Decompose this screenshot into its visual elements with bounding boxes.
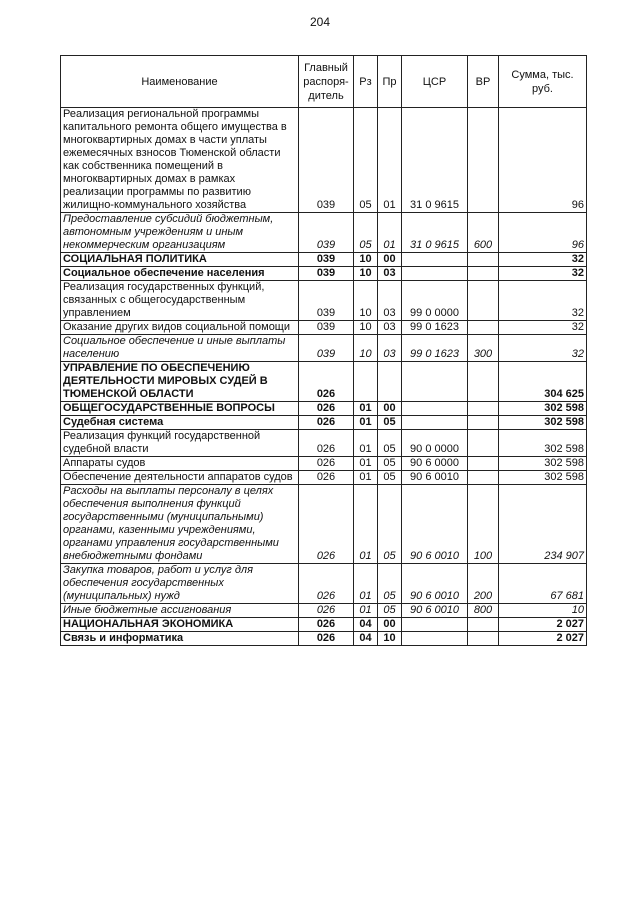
- cell-sum: 10: [499, 604, 587, 618]
- cell-chief: 026: [299, 618, 354, 632]
- cell-chief: 039: [299, 321, 354, 335]
- cell-chief: 026: [299, 402, 354, 416]
- cell-pr: 03: [378, 321, 402, 335]
- table-row: [61, 321, 587, 335]
- cell-name: Связь и информатика: [61, 632, 299, 646]
- cell-csr: 99 0 1623: [402, 321, 468, 335]
- cell-sum: 304 625: [499, 362, 587, 402]
- cell-name: ОБЩЕГОСУДАРСТВЕННЫЕ ВОПРОСЫ: [61, 402, 299, 416]
- cell-pr: 01: [378, 108, 402, 213]
- cell-rz: 10: [354, 321, 378, 335]
- cell-rz: 01: [354, 471, 378, 485]
- cell-name: Обеспечение деятельности аппаратов судов: [61, 471, 299, 485]
- cell-csr: [402, 253, 468, 267]
- cell-sum: 2 027: [499, 618, 587, 632]
- cell-rz: 05: [354, 108, 378, 213]
- cell-chief: 039: [299, 281, 354, 321]
- cell-chief: 026: [299, 485, 354, 564]
- budget-table: [60, 55, 587, 646]
- cell-csr: 90 6 0010: [402, 564, 468, 604]
- cell-csr: 90 6 0000: [402, 457, 468, 471]
- cell-chief: 026: [299, 362, 354, 402]
- cell-csr: 31 0 9615: [402, 213, 468, 253]
- table-row: [61, 267, 587, 281]
- cell-csr: [402, 416, 468, 430]
- table-row: [61, 485, 587, 564]
- cell-name: Социальное обеспечение и иные выплаты населению: [61, 335, 299, 362]
- cell-chief: 026: [299, 416, 354, 430]
- cell-pr: 05: [378, 416, 402, 430]
- cell-name: Судебная система: [61, 416, 299, 430]
- cell-pr: 00: [378, 402, 402, 416]
- cell-pr: 00: [378, 253, 402, 267]
- cell-vr: [468, 108, 499, 213]
- cell-csr: 90 0 0000: [402, 430, 468, 457]
- cell-vr: [468, 253, 499, 267]
- cell-rz: 01: [354, 564, 378, 604]
- cell-rz: 01: [354, 457, 378, 471]
- cell-sum: 302 598: [499, 430, 587, 457]
- table-row: [61, 416, 587, 430]
- cell-vr: 300: [468, 335, 499, 362]
- cell-sum: 234 907: [499, 485, 587, 564]
- cell-pr: 10: [378, 632, 402, 646]
- header-vr: ВР: [468, 56, 499, 108]
- cell-sum: 96: [499, 108, 587, 213]
- header-rz: Рз: [354, 56, 378, 108]
- cell-sum: 67 681: [499, 564, 587, 604]
- cell-chief: 026: [299, 564, 354, 604]
- cell-name: Реализация функций государственной судебной власти: [61, 430, 299, 457]
- cell-csr: [402, 402, 468, 416]
- cell-csr: [402, 632, 468, 646]
- cell-sum: 32: [499, 267, 587, 281]
- header-pr: Пр: [378, 56, 402, 108]
- cell-name: Реализация государственных функций, связанных с общегосударственным управлением: [61, 281, 299, 321]
- cell-csr: 90 6 0010: [402, 485, 468, 564]
- cell-vr: 800: [468, 604, 499, 618]
- cell-chief: 026: [299, 604, 354, 618]
- cell-name: Иные бюджетные ассигнования: [61, 604, 299, 618]
- cell-sum: 302 598: [499, 416, 587, 430]
- cell-name: УПРАВЛЕНИЕ ПО ОБЕСПЕЧЕНИЮ ДЕЯТЕЛЬНОСТИ МИРОВЫХ СУДЕЙ В ТЮМЕНСКОЙ ОБЛАСТИ: [61, 362, 299, 402]
- cell-vr: [468, 457, 499, 471]
- cell-name: Аппараты судов: [61, 457, 299, 471]
- cell-chief: 039: [299, 267, 354, 281]
- table-row: [61, 564, 587, 604]
- table-row: [61, 213, 587, 253]
- cell-sum: 32: [499, 335, 587, 362]
- table-row: [61, 471, 587, 485]
- table-row: [61, 335, 587, 362]
- cell-sum: 32: [499, 281, 587, 321]
- table-row: [61, 253, 587, 267]
- cell-vr: [468, 471, 499, 485]
- cell-rz: 10: [354, 281, 378, 321]
- cell-csr: [402, 362, 468, 402]
- cell-name: СОЦИАЛЬНАЯ ПОЛИТИКА: [61, 253, 299, 267]
- cell-pr: 05: [378, 485, 402, 564]
- cell-csr: 99 0 1623: [402, 335, 468, 362]
- cell-rz: [354, 362, 378, 402]
- cell-rz: 10: [354, 267, 378, 281]
- cell-vr: [468, 618, 499, 632]
- cell-chief: 026: [299, 632, 354, 646]
- cell-sum: 32: [499, 253, 587, 267]
- cell-sum: 302 598: [499, 471, 587, 485]
- cell-rz: 10: [354, 335, 378, 362]
- table-row: [61, 604, 587, 618]
- header-sum: Сумма, тыс. руб.: [499, 56, 587, 108]
- cell-rz: 01: [354, 604, 378, 618]
- table-row: [61, 402, 587, 416]
- cell-vr: [468, 267, 499, 281]
- cell-pr: 05: [378, 604, 402, 618]
- cell-csr: [402, 618, 468, 632]
- cell-sum: 96: [499, 213, 587, 253]
- cell-pr: 05: [378, 471, 402, 485]
- cell-rz: 04: [354, 618, 378, 632]
- cell-pr: 05: [378, 564, 402, 604]
- header-csr: ЦСР: [402, 56, 468, 108]
- cell-csr: 31 0 9615: [402, 108, 468, 213]
- table-row: [61, 281, 587, 321]
- cell-rz: 05: [354, 213, 378, 253]
- table-row: [61, 108, 587, 213]
- cell-pr: 05: [378, 457, 402, 471]
- cell-csr: 90 6 0010: [402, 604, 468, 618]
- table-row: [61, 362, 587, 402]
- table-row: [61, 632, 587, 646]
- table-row: [61, 618, 587, 632]
- cell-vr: [468, 430, 499, 457]
- cell-name: Оказание других видов социальной помощи: [61, 321, 299, 335]
- cell-vr: 600: [468, 213, 499, 253]
- cell-chief: 039: [299, 253, 354, 267]
- cell-vr: [468, 402, 499, 416]
- table-row: [61, 457, 587, 471]
- cell-sum: 302 598: [499, 402, 587, 416]
- cell-name: Предоставление субсидий бюджетным, автономным учреждениям и иным некоммерческим организациям: [61, 213, 299, 253]
- cell-pr: 00: [378, 618, 402, 632]
- cell-pr: 01: [378, 213, 402, 253]
- header-row: [61, 56, 587, 108]
- cell-name: Социальное обеспечение населения: [61, 267, 299, 281]
- table-body: [61, 108, 587, 646]
- cell-chief: 039: [299, 213, 354, 253]
- page-number: 204: [309, 15, 331, 29]
- cell-name: Расходы на выплаты персоналу в целях обеспечения выполнения функций государственными (муниципальными) органами, казенными учреждениями, органами управления государственными внебюджетными фондами: [61, 485, 299, 564]
- cell-csr: 99 0 0000: [402, 281, 468, 321]
- cell-name: НАЦИОНАЛЬНАЯ ЭКОНОМИКА: [61, 618, 299, 632]
- cell-csr: 90 6 0010: [402, 471, 468, 485]
- cell-rz: 10: [354, 253, 378, 267]
- cell-sum: 2 027: [499, 632, 587, 646]
- cell-pr: 03: [378, 267, 402, 281]
- header-name: Наименование: [61, 56, 299, 108]
- cell-chief: 026: [299, 457, 354, 471]
- table-row: [61, 430, 587, 457]
- cell-vr: [468, 416, 499, 430]
- cell-sum: 32: [499, 321, 587, 335]
- cell-pr: 05: [378, 430, 402, 457]
- cell-vr: [468, 281, 499, 321]
- cell-rz: 01: [354, 416, 378, 430]
- cell-name: Реализация региональной программы капитального ремонта общего имущества в многоквартирных домах в части уплаты ежемесячных взносов Тюменской области как собственника помещений в многоквартирных домах в рамках реализации программы по развитию жилищно-коммунального хозяйства: [61, 108, 299, 213]
- cell-chief: 039: [299, 108, 354, 213]
- cell-sum: 302 598: [499, 457, 587, 471]
- cell-vr: [468, 321, 499, 335]
- cell-chief: 026: [299, 471, 354, 485]
- cell-name: Закупка товаров, работ и услуг для обеспечения государственных (муниципальных) нужд: [61, 564, 299, 604]
- cell-vr: 200: [468, 564, 499, 604]
- cell-vr: [468, 362, 499, 402]
- cell-vr: 100: [468, 485, 499, 564]
- cell-rz: 01: [354, 402, 378, 416]
- cell-rz: 01: [354, 485, 378, 564]
- cell-chief: 026: [299, 430, 354, 457]
- cell-rz: 04: [354, 632, 378, 646]
- cell-pr: [378, 362, 402, 402]
- cell-pr: 03: [378, 335, 402, 362]
- cell-rz: 01: [354, 430, 378, 457]
- cell-chief: 039: [299, 335, 354, 362]
- cell-vr: [468, 632, 499, 646]
- cell-csr: [402, 267, 468, 281]
- header-chief: Главный распоря-дитель: [299, 56, 354, 108]
- cell-pr: 03: [378, 281, 402, 321]
